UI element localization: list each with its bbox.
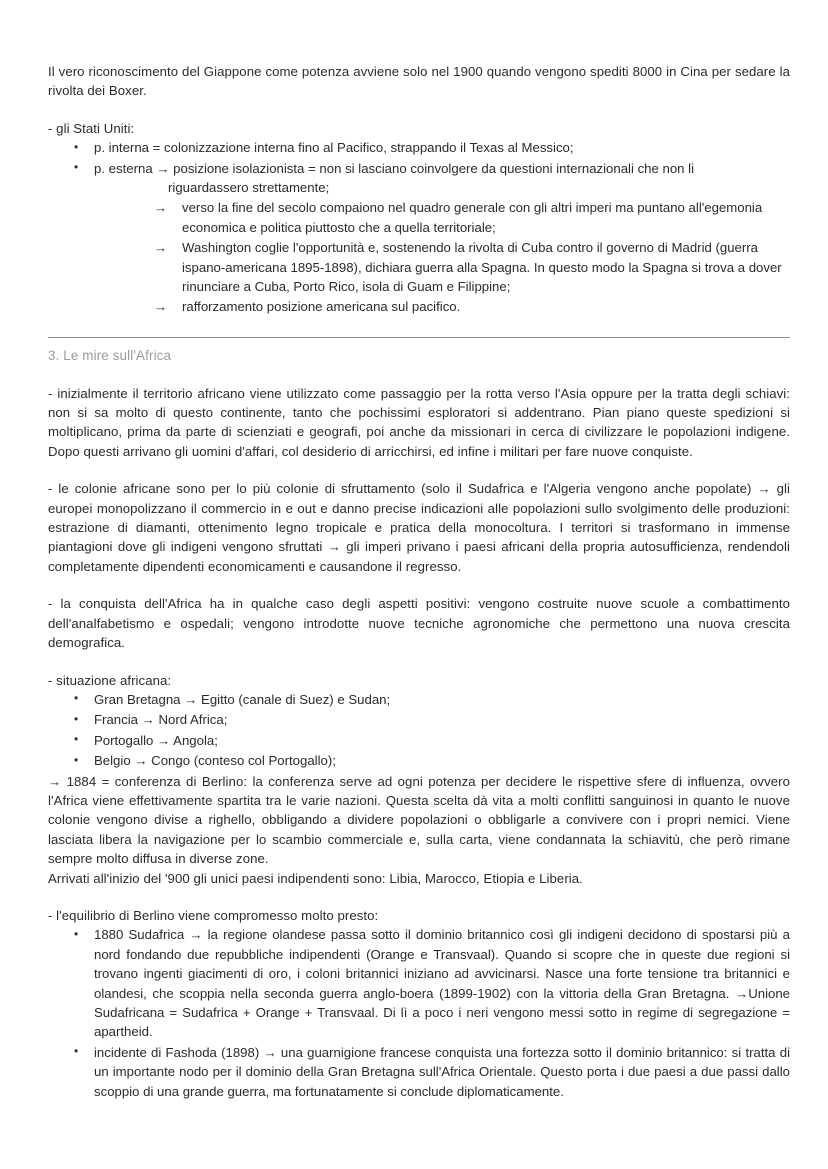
usa-arrow-2-text: Washington coglie l'opportunità e, sostenendo la rivolta di Cuba contro il governo di Madrid (guerra ispano-americana 1895-1898), dichiara guerra alla Spagna. In questo modo la Spagna si trova a dover rinunciare a Cuba, Porto Rico, isola di Guam e Filippine;	[182, 240, 782, 295]
arrow-icon: →	[154, 299, 168, 315]
usa-bullet-1-text: p. interna = colonizzazione interna fino al Pacifico, strappando il Texas al Messico;	[94, 140, 574, 156]
list-item	[48, 138, 790, 157]
situation-bullet-3-text: Portogallo → Angola;	[94, 732, 218, 748]
list-item	[48, 159, 790, 198]
spacer	[48, 366, 790, 384]
situation-bullet-list	[48, 690, 790, 771]
situation-bullet-4-text: Belgio → Congo (conteso col Portogallo);	[94, 753, 336, 769]
usa-arrow-3-text: rafforzamento posizione americana sul pacifico.	[182, 299, 461, 315]
list-item	[48, 238, 790, 296]
situation-section-label: - situazione africana:	[48, 672, 172, 688]
balance-section-label: - l'equilibrio di Berlino viene compromesso molto presto:	[48, 907, 379, 923]
spacer	[48, 461, 790, 479]
arrow-icon: →	[154, 240, 168, 256]
intro-paragraph: Il vero riconoscimento del Giappone come potenza avviene solo nel 1900 quando vengono spediti 8000 in Cina per sedare la rivolta dei Boxer.	[48, 64, 790, 99]
section-divider	[48, 337, 790, 338]
balance-bullet-1-text: 1880 Sudafrica → la regione olandese passa sotto il dominio britannico così gli indigeni decidono di spostarsi più a nord fondando due repubbliche indipendenti (Orange e Transvaal). Quando si scopre che in queste due regioni si trovano ingenti giacimenti di oro, i coloni britannici iniziano ad avvicinarsi. Nasce una forte tensione tra britannici e olandesi, che scoppia nella seconda guerra anglo-boera (1899-1902) con la vittoria della Gran Bretagna. →Unione Sudafricana = Sudafrica + Orange + Transvaal. Di lì a poco i neri vengono messi sotto in regime di segregazione = apartheid.	[94, 927, 790, 1040]
list-item	[48, 1043, 790, 1101]
usa-arrow-1-text: verso la fine del secolo compaiono nel quadro generale con gli altri imperi ma puntano all'egemonia economica e politica piuttosto che a quella territoriale;	[182, 200, 763, 235]
situation-bullet-2-text: Francia → Nord Africa;	[94, 712, 228, 728]
list-item	[48, 198, 790, 237]
list-item	[48, 751, 790, 770]
paragraph-initial: - inizialmente il territorio africano viene utilizzato come passaggio per la rotta verso l'Asia oppure per la tratta degli schiavi: non si sa molto di questo continente, tanto che pochissimi esploratori si addentrano. Pian piano queste spedizioni si moltiplicano, prima da parte di scienziati e geografi, poi anche da missionari in cerca di civilizzare le popolazioni indigene. Dopo questi arrivano gli uomini d'affari, col desiderio di arricchirsi, ed infine i militari per fare nuove conquiste.	[48, 385, 790, 459]
spacer	[48, 653, 790, 671]
spacer	[48, 101, 790, 119]
list-item	[48, 297, 790, 316]
usa-bullet-list	[48, 138, 790, 197]
paragraph-independent-countries: Arrivati all'inizio del '900 gli unici paesi indipendenti sono: Libia, Marocco, Etiopia e Liberia.	[48, 870, 583, 886]
balance-bullet-list	[48, 925, 790, 1101]
balance-bullet-2-text: incidente di Fashoda (1898) → una guarnigione francese conquista una fortezza sotto il dominio britannico: si tratta di un importante nodo per il dominio della Gran Bretagna sull'Africa Orientale. Questo porta i due paesi a due passi dallo scoppio di una grande guerra, ma fortunatamente si conclude diplomaticamente.	[94, 1044, 790, 1099]
paragraph-colonies: - le colonie africane sono per lo più colonie di sfruttamento (solo il Sudafrica e l'Algeria vengono anche popolate) → gli europei monopolizzano il commercio in e out e danno precise indicazioni alle popolazioni sullo svolgimento delle produzioni: estrazione di diamanti, ottenimento legno tropicale e pratica della monocoltura. I territori si trasformano in immense piantagioni dove gli indigeni vengono sfruttati → gli imperi privano i paesi africani della propria autosufficienza, rendendoli completamente dipendenti economicamenti e causandone il regresso.	[48, 481, 790, 574]
document-body	[48, 62, 790, 1101]
list-item	[48, 690, 790, 709]
list-item	[48, 925, 790, 1041]
paragraph-positive: - la conquista dell'Africa ha in qualche caso degli aspetti positivi: vengono costruite nuove scuole a combattimento dell'analfabetismo e ospedali; vengono introdotte nuove tecniche agronomiche che permettono una nuova crescita demografica.	[48, 596, 790, 651]
usa-arrow-list	[48, 198, 790, 316]
usa-bullet-2-continuation: riguardassero strettamente;	[168, 180, 330, 196]
spacer	[48, 888, 790, 906]
page-title: 3. Le mire sull'Africa	[48, 347, 172, 363]
paragraph-berlin-conference: → 1884 = conferenza di Berlino: la conferenza serve ad ogni potenza per decidere le rispettive sfere di influenza, ovvero l'Africa viene effettivamente spartita tra le varie nazioni. Questa scelta dà vita a molti conflitti sanguinosi in quanto le nuove colonie vengono divise a righello, obbligando a dividere popolazioni o obbligarle a convivere con i propri nemici. Viene lasciata libera la navigazione per lo scambio commerciale e, sulla carta, viene condannata la schiavitù, che però rimane sempre molto diffusa in diverse zone.	[48, 773, 790, 867]
arrow-icon: →	[154, 200, 168, 216]
usa-bullet-2-text: p. esterna → posizione isolazionista = non si lasciano coinvolgere da questioni internazionali che non li	[94, 160, 695, 176]
list-item	[48, 710, 790, 729]
usa-section-label: - gli Stati Uniti:	[48, 120, 135, 136]
spacer	[48, 576, 790, 594]
situation-bullet-1-text: Gran Bretagna → Egitto (canale di Suez) e Sudan;	[94, 691, 391, 707]
list-item	[48, 731, 790, 750]
